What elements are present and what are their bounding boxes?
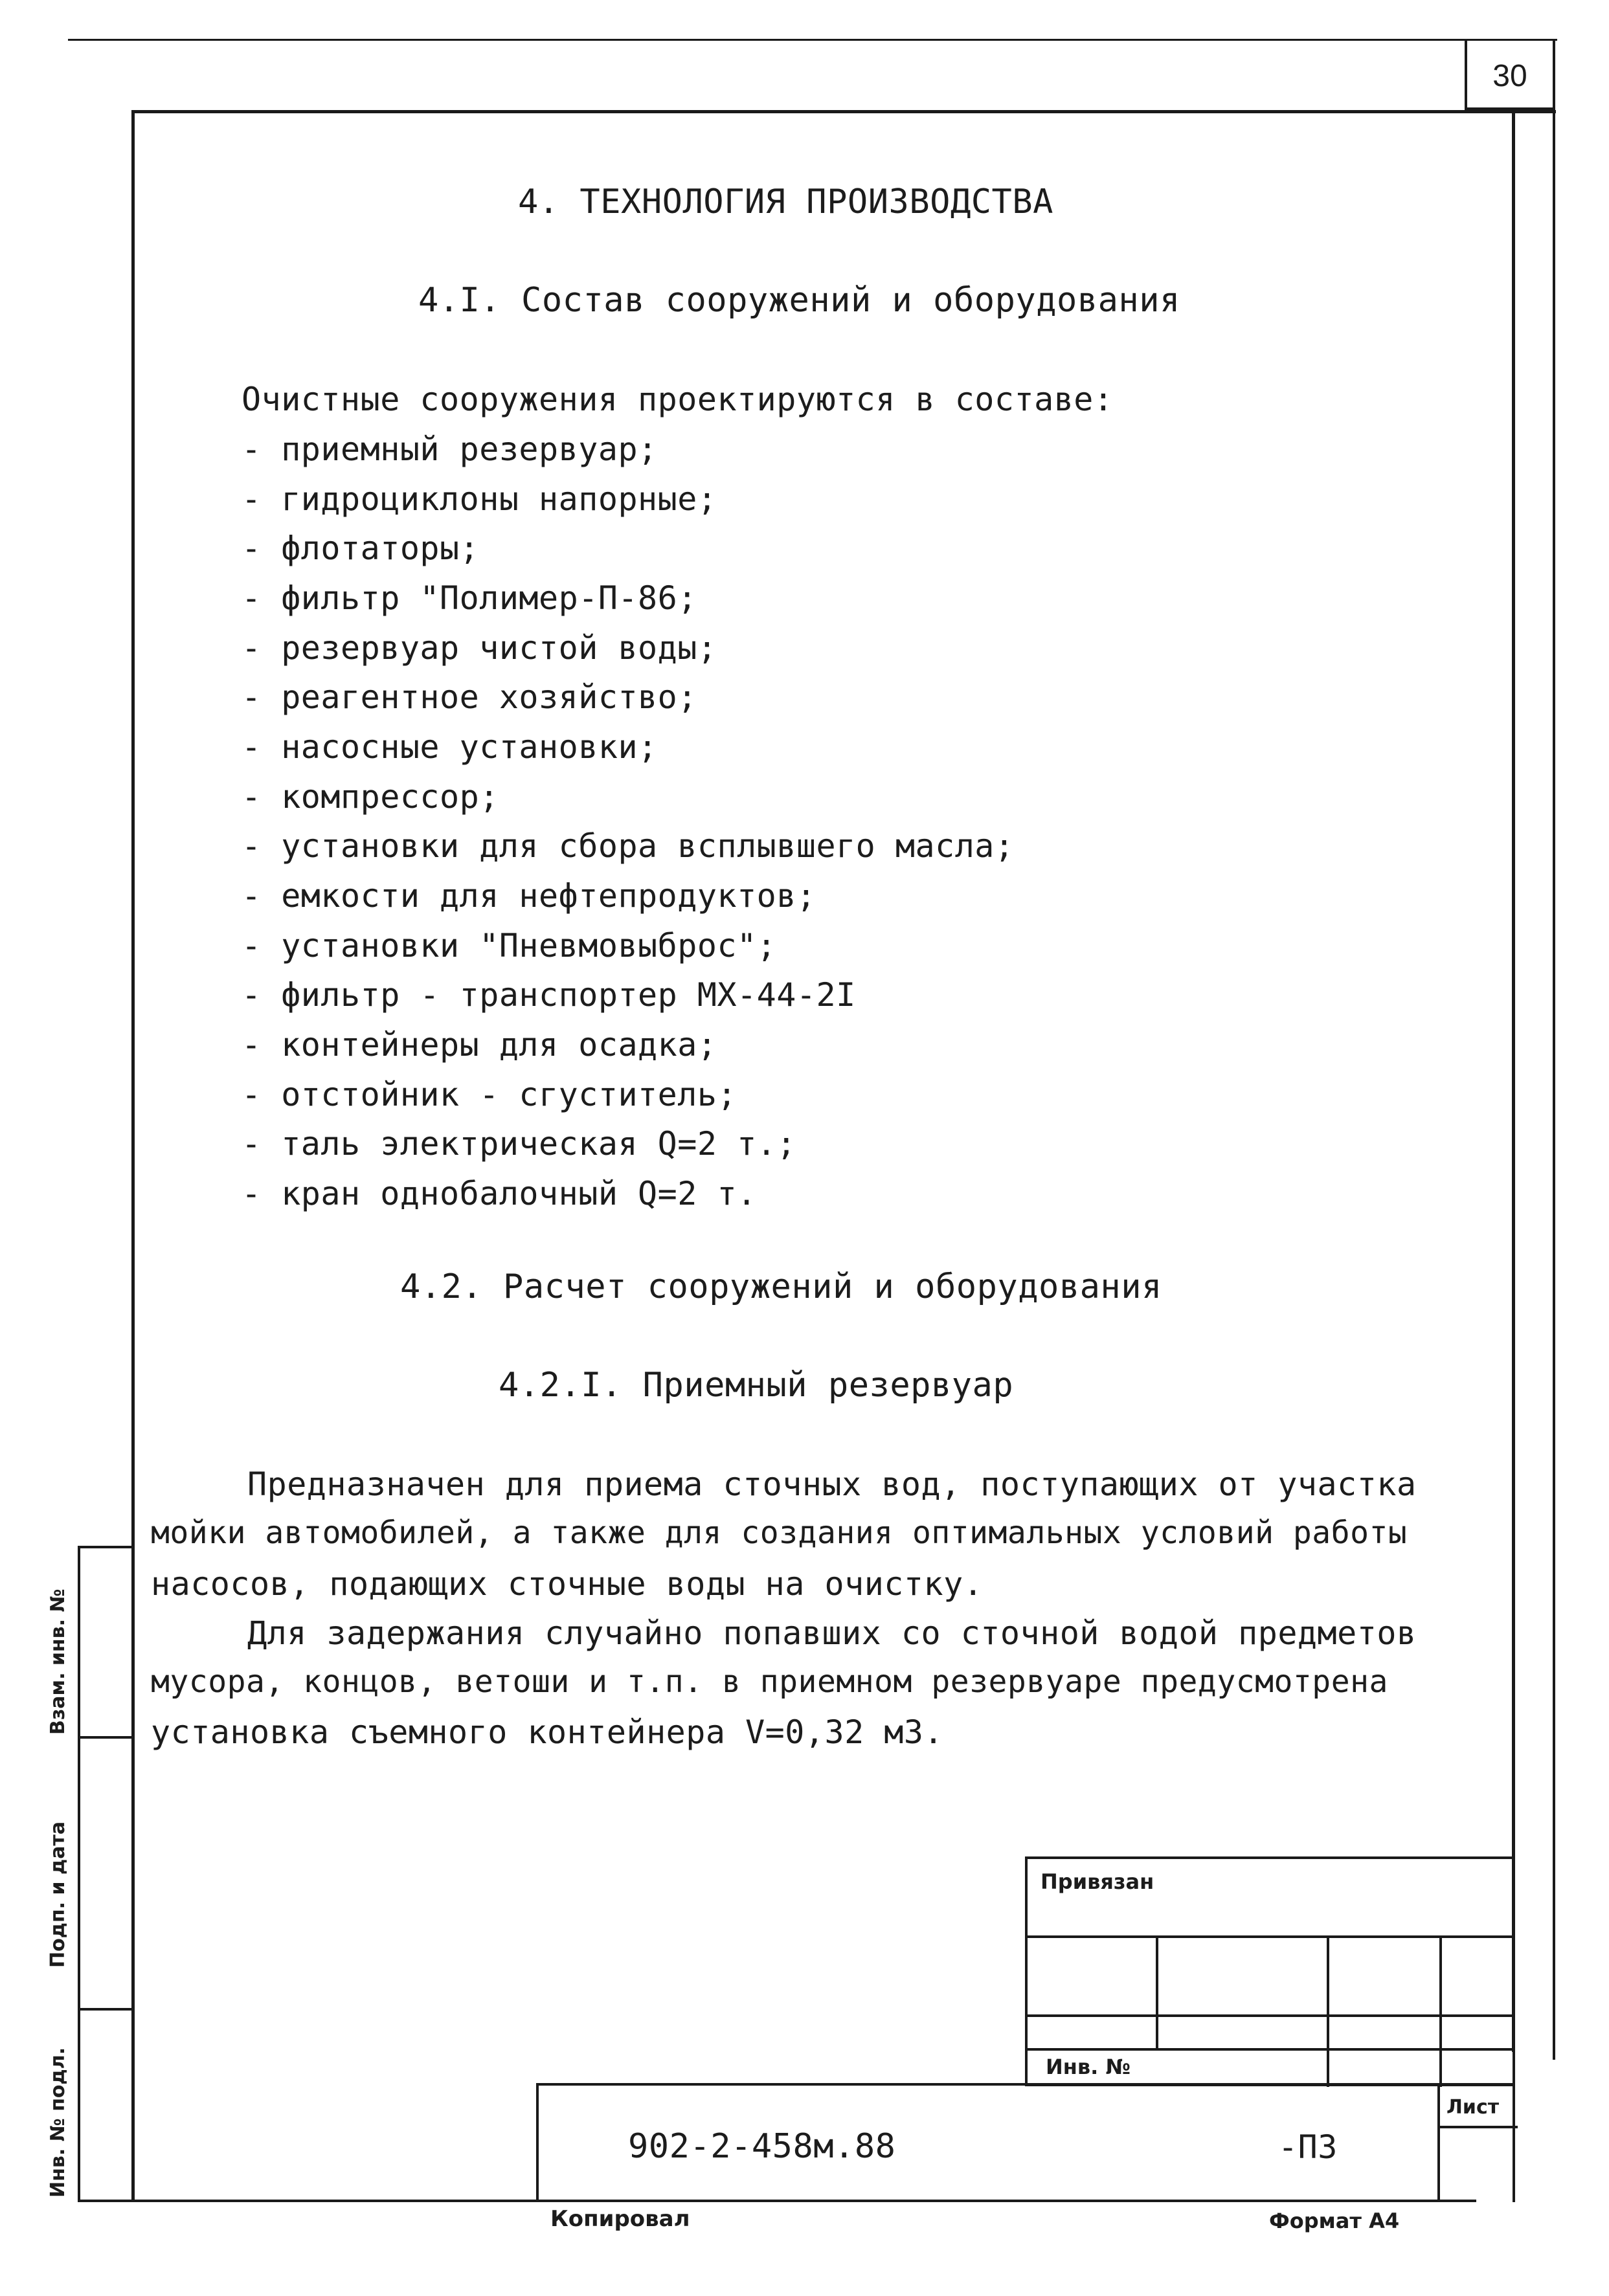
list-item: - установки для сбора всплывшего масла; [242,827,1015,865]
frame-left [131,110,135,2202]
paragraph-line: Предназначен для приема сточных вод, поступающих от участка [247,1466,1417,1503]
side-strip-top [78,1546,135,1548]
doc-code: 902-2-458м.88 [628,2127,896,2166]
section-title: 4. ТЕХНОЛОГИЯ ПРОИЗВОДСТВА [518,183,1053,221]
intro-line: Очистные сооружения проектируются в составе: [242,381,1114,418]
paragraph-line: установка съемного контейнера V=0,32 м3. [151,1713,944,1751]
footer-copied: Копировал [550,2206,690,2232]
list-item: - насосные установки; [242,728,658,766]
page-number-box [1465,40,1555,110]
doc-code-box [536,2083,1515,2202]
subsection-2-1-title: 4.2.I. Приемный резервуар [499,1366,1014,1405]
frame-right-outer [1553,40,1555,2060]
list-row-divider [1437,2126,1518,2128]
list-item: - фильтр - транспортер МХ-44-2I [242,976,856,1014]
vzam-inv-label: Взам. инв. № [47,1588,69,1735]
subsection-1-title: 4.I. Состав сооружений и оборудования [418,281,1180,320]
paragraph-line: мусора, концов, ветоши и т.п. в приемном резервуаре предусмотрена [151,1664,1388,1700]
list-item: - приемный резервуар; [242,430,658,468]
inv-podl-label: Инв. № подл. [47,2047,69,2198]
side-strip-div-1 [78,1736,135,1739]
frame-right [1512,110,1515,2052]
paragraph-line: Для задержания случайно попавших со сточной водой предметов [247,1614,1417,1652]
doc-suffix: -ПЗ [1278,2128,1338,2166]
list-item: - кран однобалочный Q=2 т. [242,1175,757,1212]
top-rule [68,39,1557,41]
side-strip-left [78,1547,80,2201]
binding-table [1025,1856,1515,2086]
podp-data-label: Подп. и дата [47,1821,69,1968]
list-item: - таль электрическая Q=2 т.; [242,1125,796,1163]
subsection-2-title: 4.2. Расчет сооружений и оборудования [400,1267,1162,1306]
footer-format: Формат А4 [1269,2209,1400,2233]
inv-no-label: Инв. № [1046,2055,1131,2079]
list-item: - отстойник - сгуститель; [242,1076,737,1113]
list-col-divider [1437,2086,1440,2202]
side-strip-div-2 [78,2008,135,2011]
list-item: - гидроциклоны напорные; [242,480,717,518]
binding-col-1 [1156,1935,1158,2051]
list-label: Лист [1446,2096,1500,2119]
paragraph-line: насосов, подающих сточные воды на очистку. [151,1565,984,1603]
list-item: - установки "Пневмовыброс"; [242,927,777,964]
list-item: - компрессор; [242,778,499,816]
list-item: - флотаторы; [242,529,480,567]
list-item: - контейнеры для осадка; [242,1026,717,1064]
privyazan-label: Привязан [1041,1869,1154,1894]
list-item: - резервуар чистой воды; [242,629,717,667]
list-item: - фильтр "Полимер-П-86; [242,579,697,617]
frame-top [131,110,1556,113]
list-item: - реагентное хозяйство; [242,678,697,716]
binding-col-2 [1327,1935,1329,2087]
list-item: - емкости для нефтепродуктов; [242,877,816,915]
page-number: 30 [1492,59,1527,93]
paragraph-line: мойки автомобилей, а также для создания оптимальных условий работы [151,1515,1408,1551]
binding-col-3 [1439,1935,1442,2087]
